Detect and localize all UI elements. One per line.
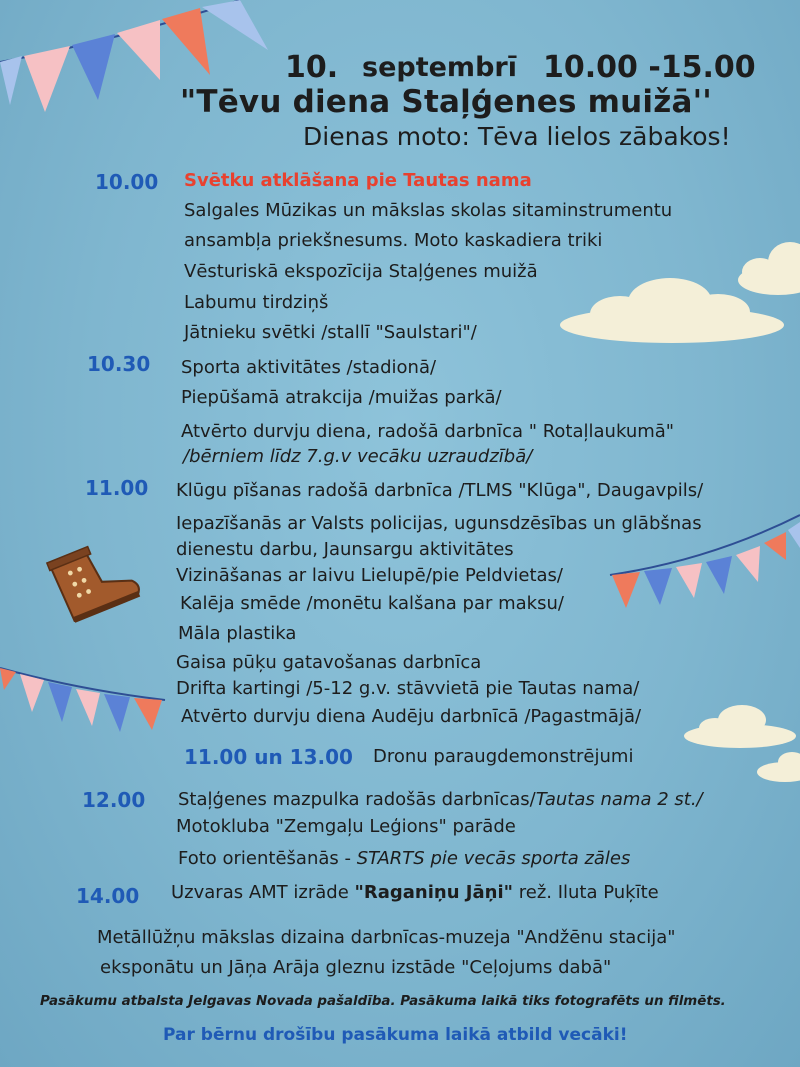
program-item: Motokluba "Zemgaļu Leģions" parāde xyxy=(176,816,516,837)
event-moto: Dienas moto: Tēva lielos zābakos! xyxy=(303,122,731,151)
program-item: Drifta kartingi /5-12 g.v. stāvvietā pie Tautas nama/ xyxy=(176,678,640,699)
program-item: Vizināšanas ar laivu Lielupē/pie Peldvietas/ xyxy=(176,565,563,586)
time-12-00: 12.00 xyxy=(82,788,146,812)
program-item: Atvērto durvju diena Audēju darbnīcā /Pagastmājā/ xyxy=(181,706,642,727)
program-item xyxy=(178,789,703,810)
program-item-note: /bērniem līdz 7.g.v vecāku uzraudzībā/ xyxy=(183,446,533,467)
program-item-part: Uzvaras AMT izrāde xyxy=(171,882,355,903)
program-item: Vēsturiskā ekspozīcija Staļģenes muižā xyxy=(184,261,538,282)
time-14-00: 14.00 xyxy=(76,884,140,908)
program-item: Klūgu pīšanas radošā darbnīca /TLMS "Klūga", Daugavpils/ xyxy=(176,480,704,501)
program-item-part-italic: Tautas nama 2 st./ xyxy=(535,789,703,810)
program-item xyxy=(178,848,630,869)
program-item: dienestu darbu, Jaunsargu aktivitātes xyxy=(176,539,514,560)
safety-note: Par bērnu drošību pasākuma laikā atbild vecāki! xyxy=(163,1025,628,1045)
program-item-part: Staļģenes mazpulka radošās darbnīcas/ xyxy=(178,789,536,810)
program-item: Gaisa pūķu gatavošanas darbnīca xyxy=(176,652,482,673)
event-date-number: 10. xyxy=(285,50,339,85)
time-10-00: 10.00 xyxy=(95,170,159,194)
event-time-range: 10.00 -15.00 xyxy=(543,50,756,85)
program-item xyxy=(171,882,659,903)
sponsor-note: Pasākumu atbalsta Jelgavas Novada pašaldība. Pasākuma laikā tiks fotografēts un filmēts. xyxy=(40,994,726,1009)
bunting-mid-left xyxy=(0,668,165,732)
program-item: Svētku atklāšana pie Tautas nama xyxy=(184,170,532,191)
program-item: Māla plastika xyxy=(178,623,297,644)
exhibition-line: eksponātu un Jāņa Arāja gleznu izstāde "Ceļojums dabā" xyxy=(100,957,612,978)
program-item: Jātnieku svētki /stallī "Saulstari"/ xyxy=(184,322,477,343)
program-item: ansambļa priekšnesums. Moto kaskadiera triki xyxy=(184,230,603,251)
exhibition-line: Metāllūžņu mākslas dizaina darbnīcas-muzeja "Andžēnu stacija" xyxy=(97,927,676,948)
program-item: Salgales Mūzikas un mākslas skolas sitaminstrumentu xyxy=(184,200,673,221)
time-11-00: 11.00 xyxy=(85,476,149,500)
program-item: Kalēja smēde /monētu kalšana par maksu/ xyxy=(180,593,564,614)
program-item-part-italic: STARTS pie vecās sporta zāles xyxy=(356,848,631,869)
cloud-right-top xyxy=(738,242,800,295)
time-10-30: 10.30 xyxy=(87,352,151,376)
program-item-part-bold: "Raganiņu Jāņi" xyxy=(354,882,514,903)
time-11-00-un-13-00: 11.00 un 13.00 xyxy=(184,745,353,769)
program-item: Labumu tirdziņš xyxy=(184,292,329,313)
program-item-part: rež. Iluta Puķīte xyxy=(513,882,659,903)
program-item: Dronu paraugdemonstrējumi xyxy=(373,746,634,767)
program-item: Sporta aktivitātes /stadionā/ xyxy=(181,357,437,378)
cloud-right-low xyxy=(684,705,796,748)
program-item: Atvērto durvju diena, radošā darbnīca " Rotaļlaukumā" xyxy=(181,421,675,442)
program-item-part: Foto orientēšanās - xyxy=(178,848,357,869)
program-item: Piepūšamā atrakcija /muižas parkā/ xyxy=(181,387,502,408)
event-date-month: septembrī xyxy=(362,52,517,83)
event-title: "Tēvu diena Staļģenes muižā'' xyxy=(180,84,712,120)
program-item: Iepazīšanās ar Valsts policijas, ugunsdzēsības un glābšnas xyxy=(176,513,702,534)
cloud-right-bottom xyxy=(757,752,800,782)
boot-icon xyxy=(47,535,142,625)
